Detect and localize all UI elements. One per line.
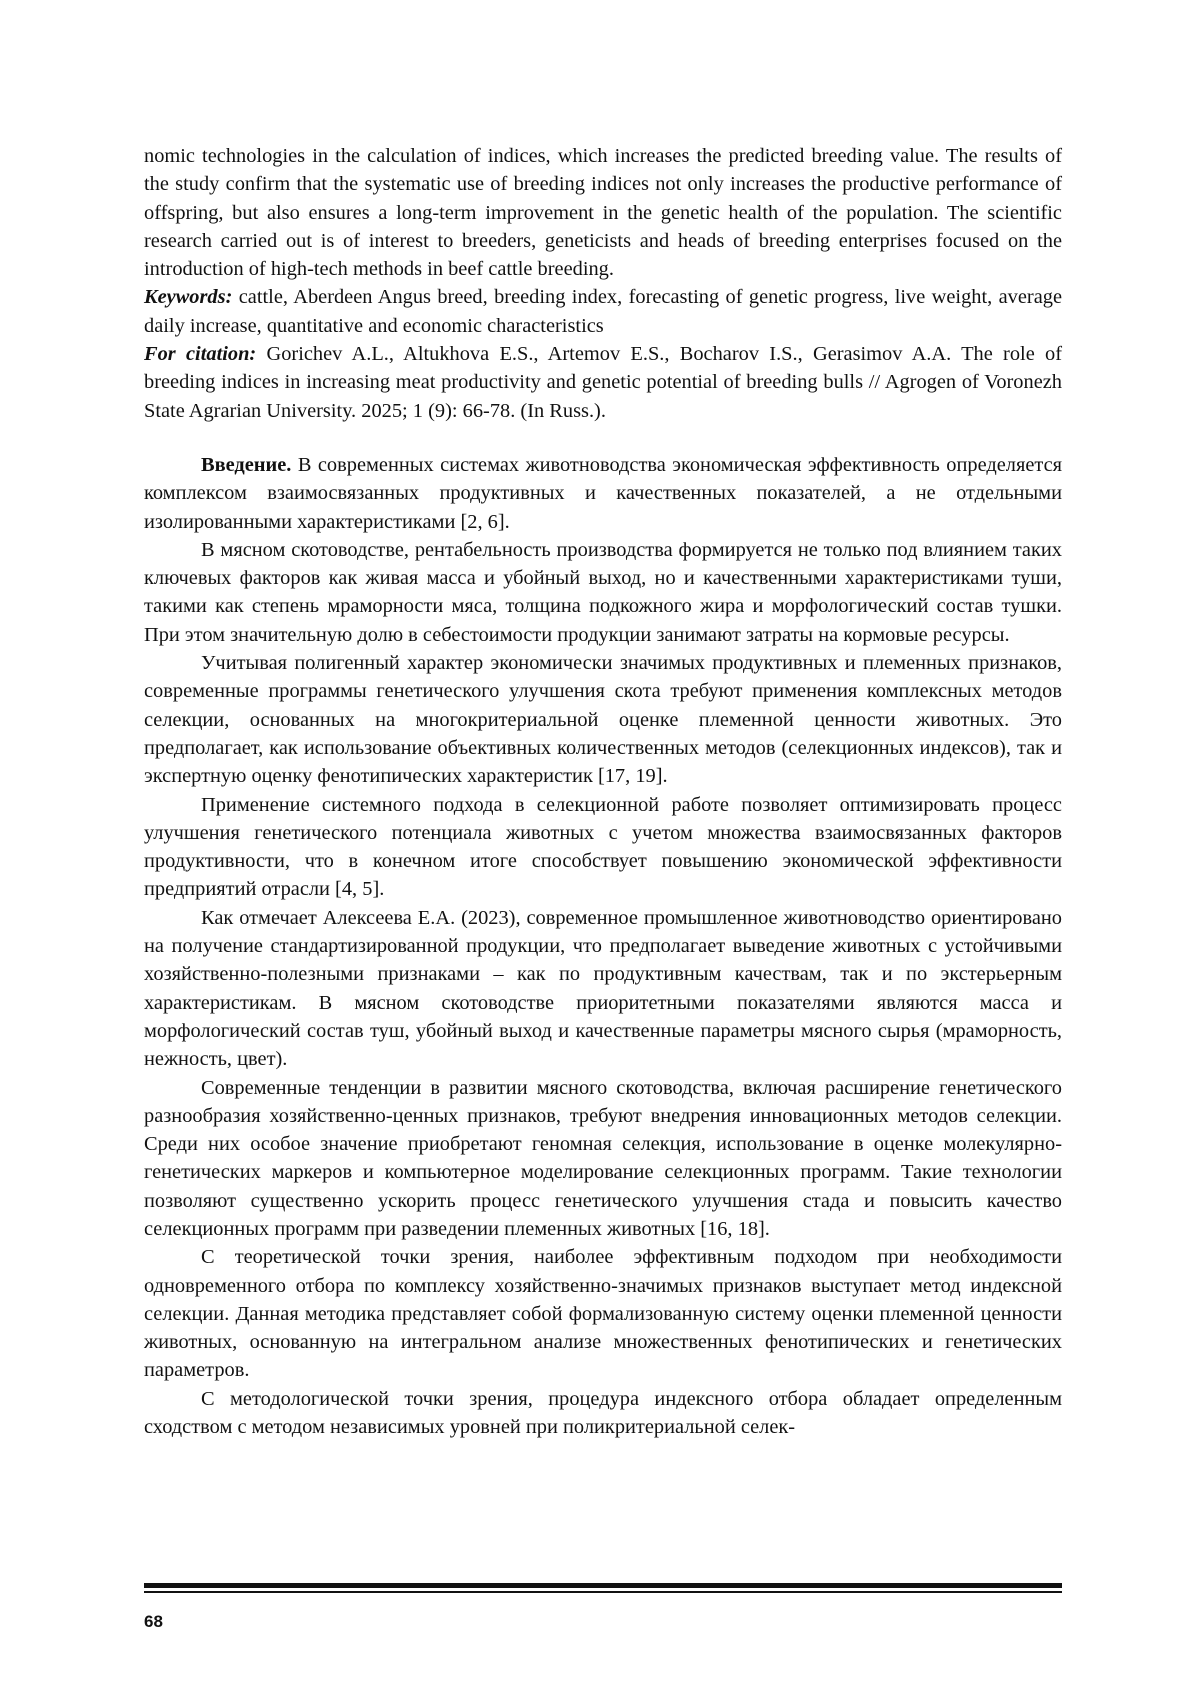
footer-rule-thin <box>144 1591 1062 1593</box>
keywords-paragraph <box>144 283 1062 340</box>
citation-text: Gorichev A.L., Altukhova E.S., Artemov E.S., Bocharov I.S., Gerasimov A.A. The role of breeding indices in increasing meat productivity and genetic potential of breeding bulls // Agrogen of Voronezh State Agrarian University. 2025; 1 (9): 66-78. (In Russ.). <box>144 343 1063 422</box>
footer-rule-thick <box>144 1583 1062 1588</box>
body-paragraph: С теоретической точки зрения, наиболее эффективным подходом при необходимости одновременного отбора по комплексу хозяйственно-значимых признаков выступает метод индексной селекции. Данная методика представляет собой формализованную систему оценки племенной ценности животных, основанную на интегральном анализе множественных фенотипических и генетических параметров. <box>144 1246 1062 1382</box>
introduction-label: Введение. <box>201 453 292 476</box>
page-number: 68 <box>144 1612 163 1631</box>
body-paragraph: Применение системного подхода в селекционной работе позволяет оптимизировать процесс улучшения генетического потенциала животных с учетом множества взаимосвязанных факторов продуктивности, что в конечном итоге способствует повышению экономической эффективности предприятий отрасли [4, 5]. <box>144 793 1062 901</box>
introduction-text: В современных системах животноводства экономическая эффективность определяется комплексом взаимосвязанных продуктивных и качественных показателей, а не отдельными изолированными характеристиками [2, 6]. <box>144 453 1062 533</box>
keywords-text: cattle, Aberdeen Angus breed, breeding index, forecasting of genetic progress, live weight, average daily increase, quantitative and economic characteristics <box>144 286 1062 337</box>
citation-label: For citation: <box>144 343 257 366</box>
body-paragraph: Учитывая полигенный характер экономически значимых продуктивных и племенных признаков, современные программы генетического улучшения скота требуют применения комплексных методов селекции, основанных на многокритериальной оценке племенной ценности животных. Это предполагает, как использование объективных количественных методов (селекционных индексов), так и экспертную оценку фенотипических характеристик [17, 19]. <box>144 652 1062 788</box>
body-paragraph: Современные тенденции в развитии мясного скотоводства, включая расширение генетического разнообразия хозяйственно-ценных признаков, требуют внедрения инновационных методов селекции. Среди них особое значение приобретают геномная селекция, использование в оценке молекулярно-генетических маркеров и компьютерное моделирование селекционных программ. Такие технологии позволяют существенно ускорить процесс генетического улучшения стада и повысить качество селекционных программ при разведении племенных животных [16, 18]. <box>144 1076 1062 1240</box>
body-paragraph: Как отмечает Алексеева Е.А. (2023), современное промышленное животноводство ориентировано на получение стандартизированной продукции, что предполагает выведение животных с устойчивыми хозяйственно-полезными признаками – как по продуктивным качествам, так и по экстерьерным характеристикам. В мясном скотоводстве приоритетными показателями являются масса и морфологический состав туш, убойный выход и качественные параметры мясного сырья (мраморность, нежность, цвет). <box>144 906 1062 1071</box>
body-paragraph: В мясном скотоводстве, рентабельность производства формируется не только под влиянием таких ключевых факторов как живая масса и убойный выход, но и качественными характеристиками туши, такими как степень мраморности мяса, толщина подкожного жира и морфологический состав тушки. При этом значительную долю в себестоимости продукции занимают затраты на кормовые ресурсы. <box>144 538 1062 646</box>
body-text <box>144 451 1062 1441</box>
abstract-continuation: nomic technologies in the calculation of indices, which increases the predicted breeding value. The results of the study confirm that the systematic use of breeding indices not only increases the productive performance of offspring, but also ensures a long-term improvement in the genetic health of the population. The scientific research carried out is of interest to breeders, geneticists and heads of breeding enterprises focused on the introduction of high-tech methods in beef cattle breeding. <box>144 145 1062 281</box>
citation-paragraph <box>144 340 1062 425</box>
footer-rule <box>144 1583 1062 1593</box>
body-paragraph: С методологической точки зрения, процедура индексного отбора обладает определенным сходством с методом независимых уровней при поликритериальной селек- <box>144 1387 1062 1439</box>
introduction-paragraph <box>144 451 1062 536</box>
keywords-label: Keywords: <box>144 286 233 309</box>
page-content <box>144 142 1062 1441</box>
